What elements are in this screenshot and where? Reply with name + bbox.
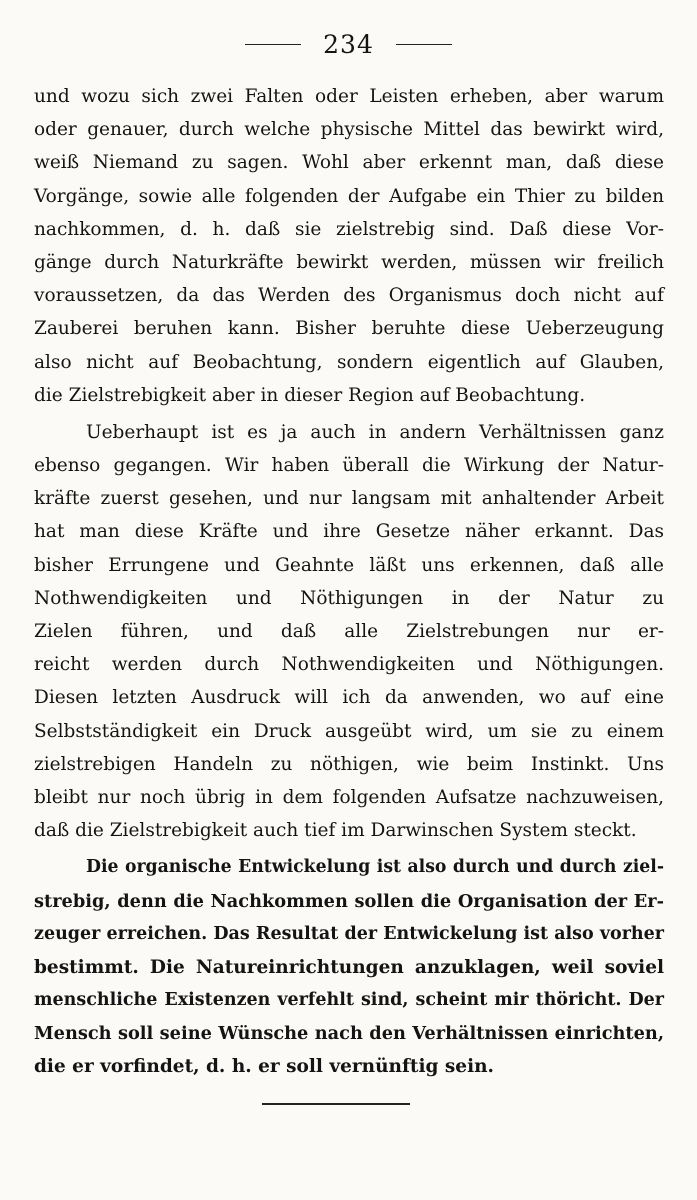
text-line: zielstrebigen Handeln zu nöthigen, wie beim Instinkt. Uns bbox=[34, 753, 664, 775]
paragraph-1 bbox=[34, 80, 664, 412]
text-line: oder genauer, durch welche physische Mittel das bewirkt wird, bbox=[34, 119, 664, 141]
text-line: Ueberhaupt ist es ja auch in andern Verhältnissen ganz bbox=[86, 421, 664, 443]
text-line: hat man diese Kräfte und ihre Gesetze näher erkannt. Das bbox=[34, 521, 664, 543]
text-line: reicht werden durch Nothwendigkeiten und Nöthigungen. bbox=[34, 654, 664, 676]
text-line: Zielen führen, und daß alle Zielstrebungen nur er- bbox=[34, 621, 664, 642]
text-line: gänge durch Naturkräfte bewirkt werden, müssen wir freilich bbox=[34, 251, 664, 273]
text-line: Nothwendigkeiten und Nöthigungen in der Natur zu bbox=[34, 587, 664, 609]
section-end-rule bbox=[262, 1103, 410, 1105]
text-line: die Zielstrebigkeit aber in dieser Region auf Beobachtung. bbox=[34, 384, 586, 406]
text-line: und wozu sich zwei Falten oder Leisten erheben, aber warum bbox=[34, 86, 664, 107]
text-line: bestimmt. Die Natureinrichtungen anzuklagen, weil soviel bbox=[34, 956, 664, 978]
text-line: Diesen letzten Ausdruck will ich da anwenden, wo auf eine bbox=[34, 687, 664, 709]
text-line: Vorgänge, sowie alle folgenden der Aufgabe ein Thier zu bilden bbox=[34, 185, 664, 207]
page-number: 234 bbox=[323, 29, 374, 59]
text-line: nachkommen, d. h. daß sie zielstrebig sind. Daß diese Vor- bbox=[34, 218, 664, 240]
text-line: also nicht auf Beobachtung, sondern eigentlich auf Glauben, bbox=[34, 351, 664, 373]
text-line: strebig, denn die Nachkommen sollen die Organisation der Er- bbox=[34, 890, 664, 912]
text-line: Selbstständigkeit ein Druck ausgeübt wird, um sie zu einem bbox=[34, 720, 664, 742]
text-line: bisher Errungene und Geahnte läßt uns erkennen, daß alle bbox=[34, 554, 664, 576]
text-line: die er vorfindet, d. h. er soll vernünftig sein. bbox=[34, 1056, 494, 1078]
header-rule-right bbox=[396, 44, 452, 45]
text-line: ebenso gegangen. Wir haben überall die Wirkung der Natur- bbox=[34, 455, 664, 477]
text-line: weiß Niemand zu sagen. Wohl aber erkennt man, daß diese bbox=[34, 152, 664, 174]
text-line: kräfte zuerst gesehen, und nur langsam mit anhaltender Arbeit bbox=[34, 488, 664, 510]
text-line: bleibt nur noch übrig in dem folgenden Aufsatze nachzuweisen, bbox=[34, 786, 664, 808]
text-line: Die organische Entwickelung ist also durch und durch ziel- bbox=[86, 857, 664, 878]
paragraph-3-emphasized bbox=[34, 851, 664, 1083]
page-header bbox=[0, 24, 697, 64]
body-text bbox=[34, 80, 664, 1084]
text-line: menschliche Existenzen verfehlt sind, scheint mir thöricht. Der bbox=[34, 990, 664, 1011]
text-line: Zauberei beruhen kann. Bisher beruhte diese Ueberzeugung bbox=[34, 318, 664, 340]
text-line: Mensch soll seine Wünsche nach den Verhältnissen einrichten, bbox=[34, 1023, 664, 1045]
text-line: daß die Zielstrebigkeit auch tief im Darwinschen System steckt. bbox=[34, 820, 637, 842]
paragraph-2 bbox=[34, 416, 664, 847]
header-rule-left bbox=[245, 44, 301, 45]
text-line: zeuger erreichen. Das Resultat der Entwickelung ist also vorher bbox=[34, 923, 664, 944]
text-line: voraussetzen, da das Werden des Organismus doch nicht auf bbox=[34, 285, 664, 307]
